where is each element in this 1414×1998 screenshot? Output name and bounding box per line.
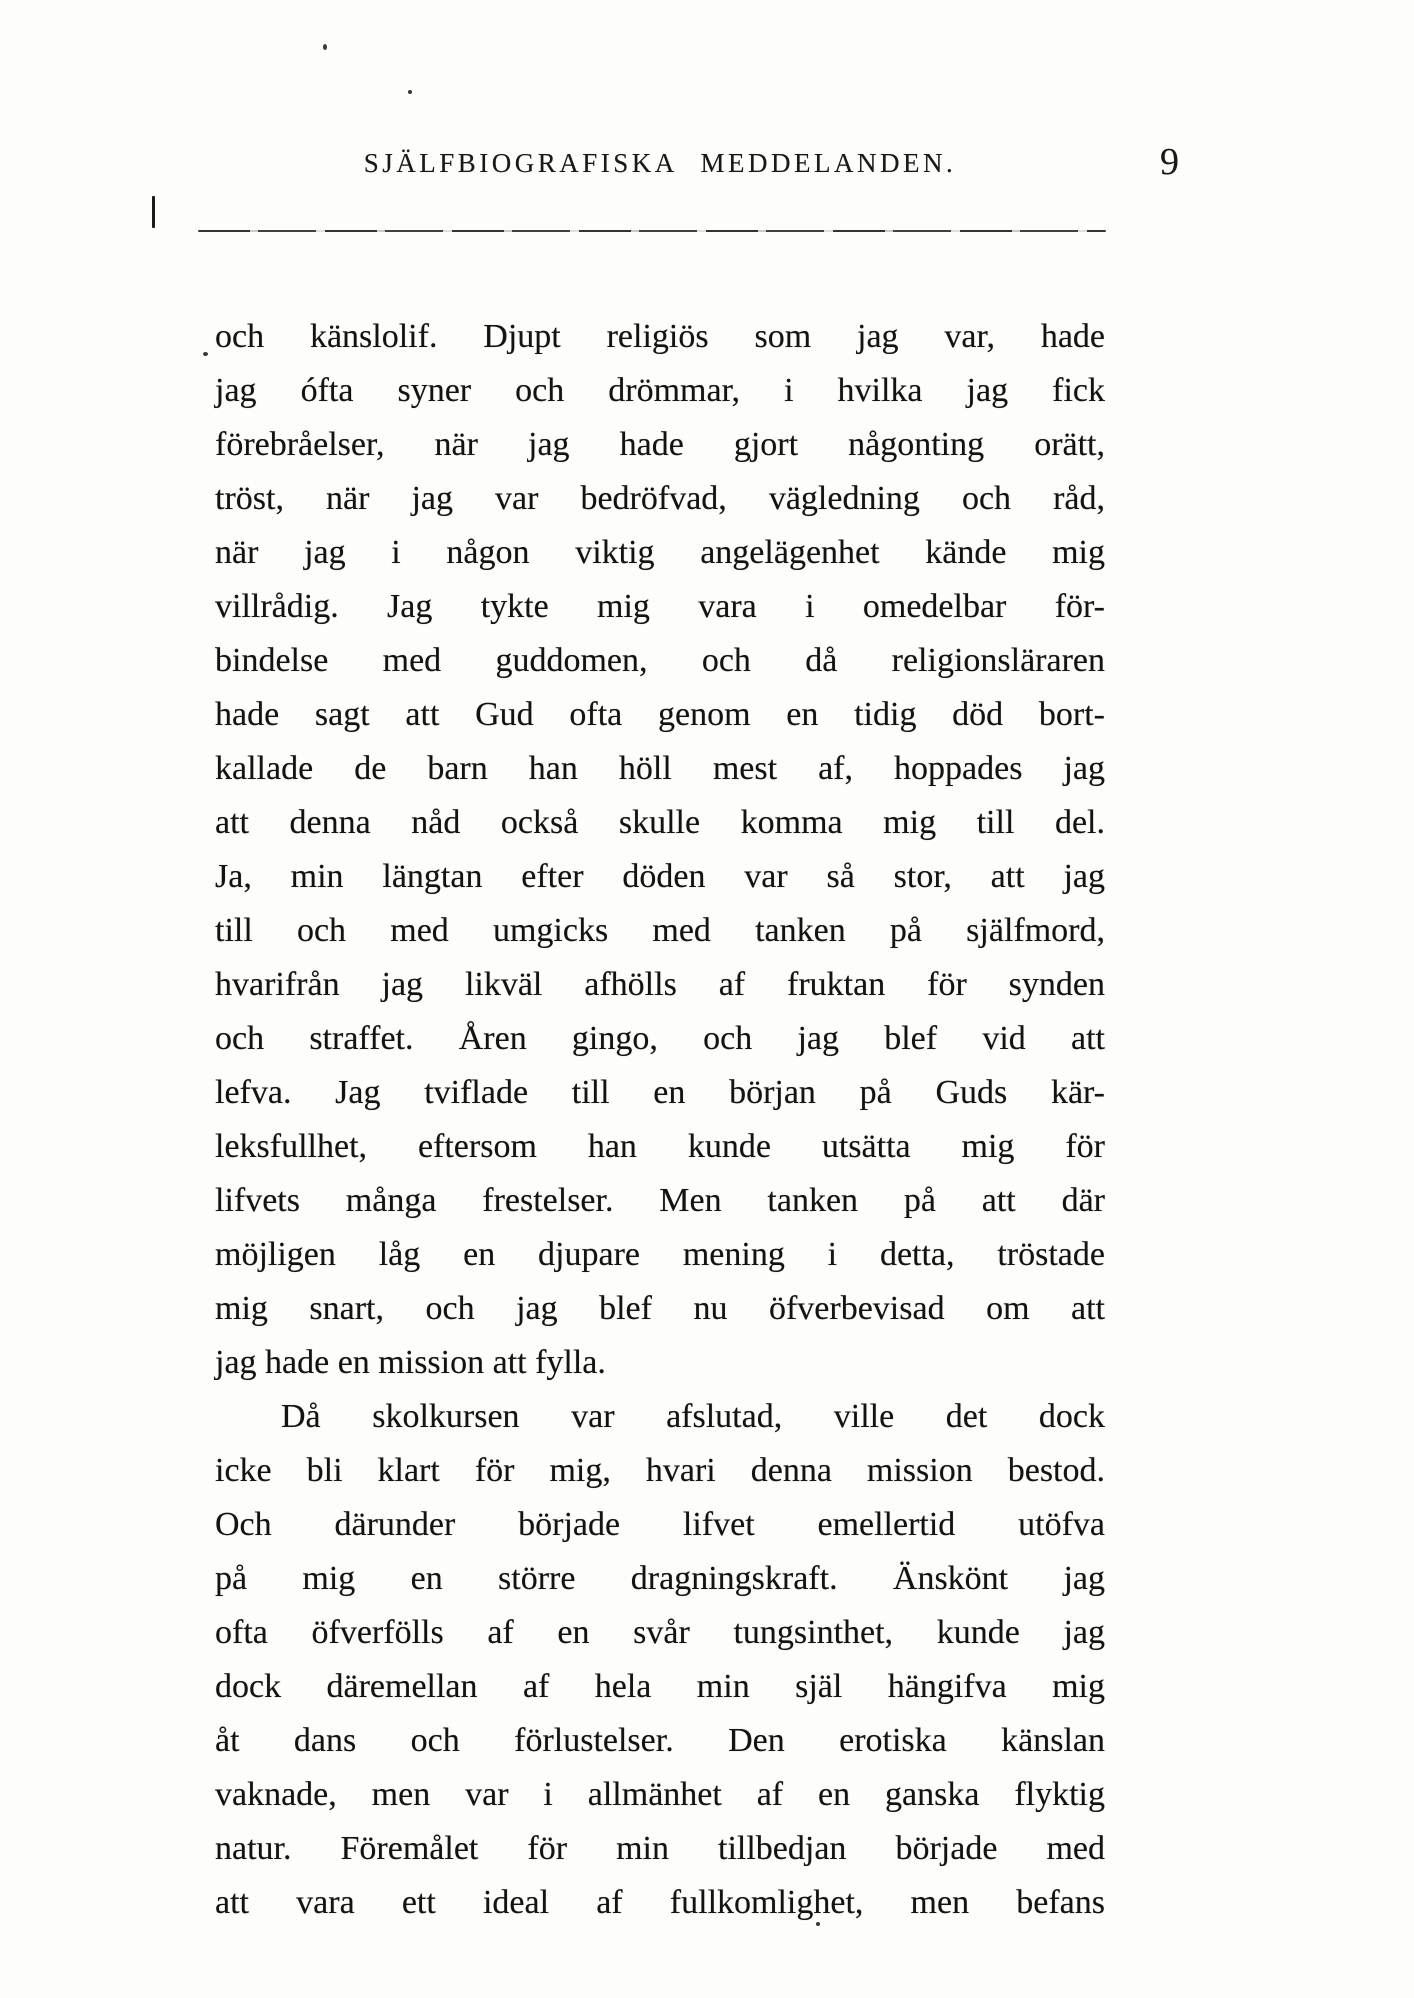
text-line: åt dans och förlustelser. Den erotiska känslan [215,1722,1105,1759]
text-line: att denna nåd också skulle komma mig till del. [215,804,1105,841]
text-line: förebråelser, när jag hade gjort någonting orätt, [215,426,1105,463]
text-line: dock däremellan af hela min själ hängifva mig [215,1668,1105,1705]
text-line: Ja, min längtan efter döden var så stor, att jag [215,858,1105,895]
text-line-paragraph-end: jag hade en mission att fylla. [215,1344,606,1381]
text-line: Och därunder började lifvet emellertid utöfva [215,1506,1105,1543]
text-line: när jag i någon viktig angelägenhet kände mig [215,534,1105,571]
header-rule [198,230,1106,232]
text-line: mig snart, och jag blef nu öfverbevisad om att [215,1290,1105,1327]
scan-speck [203,352,208,356]
text-line: bindelse med guddomen, och då religionsläraren [215,642,1105,679]
text-line: och straffet. Åren gingo, och jag blef vid att [215,1020,1105,1057]
page-body [215,310,1105,1930]
text-line: på mig en större dragningskraft. Änskönt jag [215,1560,1105,1597]
text-line: och känslolif. Djupt religiös som jag var, hade [215,318,1105,355]
running-title: SJÄLFBIOGRAFISKA MEDDELANDEN. [363,148,957,178]
text-line: tröst, när jag var bedröfvad, vägledning och råd, [215,480,1105,517]
text-line: jag ófta syner och drömmar, i hvilka jag fick [215,372,1105,409]
text-line: till och med umgicks med tanken på själfmord, [215,912,1105,949]
text-line: ofta öfverfölls af en svår tungsinthet, kunde jag [215,1614,1105,1651]
text-line: natur. Föremålet för min tillbedjan började med [215,1830,1105,1867]
text-line: vaknade, men var i allmänhet af en ganska flyktig [215,1776,1105,1813]
text-line: villrådig. Jag tykte mig vara i omedelbar för- [215,588,1105,625]
text-line-paragraph-start: Då skolkursen var afslutad, ville det dock [281,1398,1105,1435]
text-line: att vara ett ideal af fullkomlighet, men befans [215,1884,1105,1921]
text-line: möjligen låg en djupare mening i detta, tröstade [215,1236,1105,1273]
text-line: icke bli klart för mig, hvari denna mission bestod. [215,1452,1105,1489]
text-line: hade sagt att Gud ofta genom en tidig död bort- [215,696,1105,733]
text-line: leksfullhet, eftersom han kunde utsätta mig för [215,1128,1105,1165]
scan-artifact-tick [152,196,155,228]
text-line: kallade de barn han höll mest af, hoppades jag [215,750,1105,787]
page-number: 9 [1160,141,1179,183]
text-line: lefva. Jag tviflade till en början på Guds kär- [215,1074,1105,1111]
text-line: lifvets många frestelser. Men tanken på att där [215,1182,1105,1219]
scan-speck [408,90,412,94]
text-line: hvarifrån jag likväl afhölls af fruktan för synden [215,966,1105,1003]
scan-speck [323,44,327,50]
